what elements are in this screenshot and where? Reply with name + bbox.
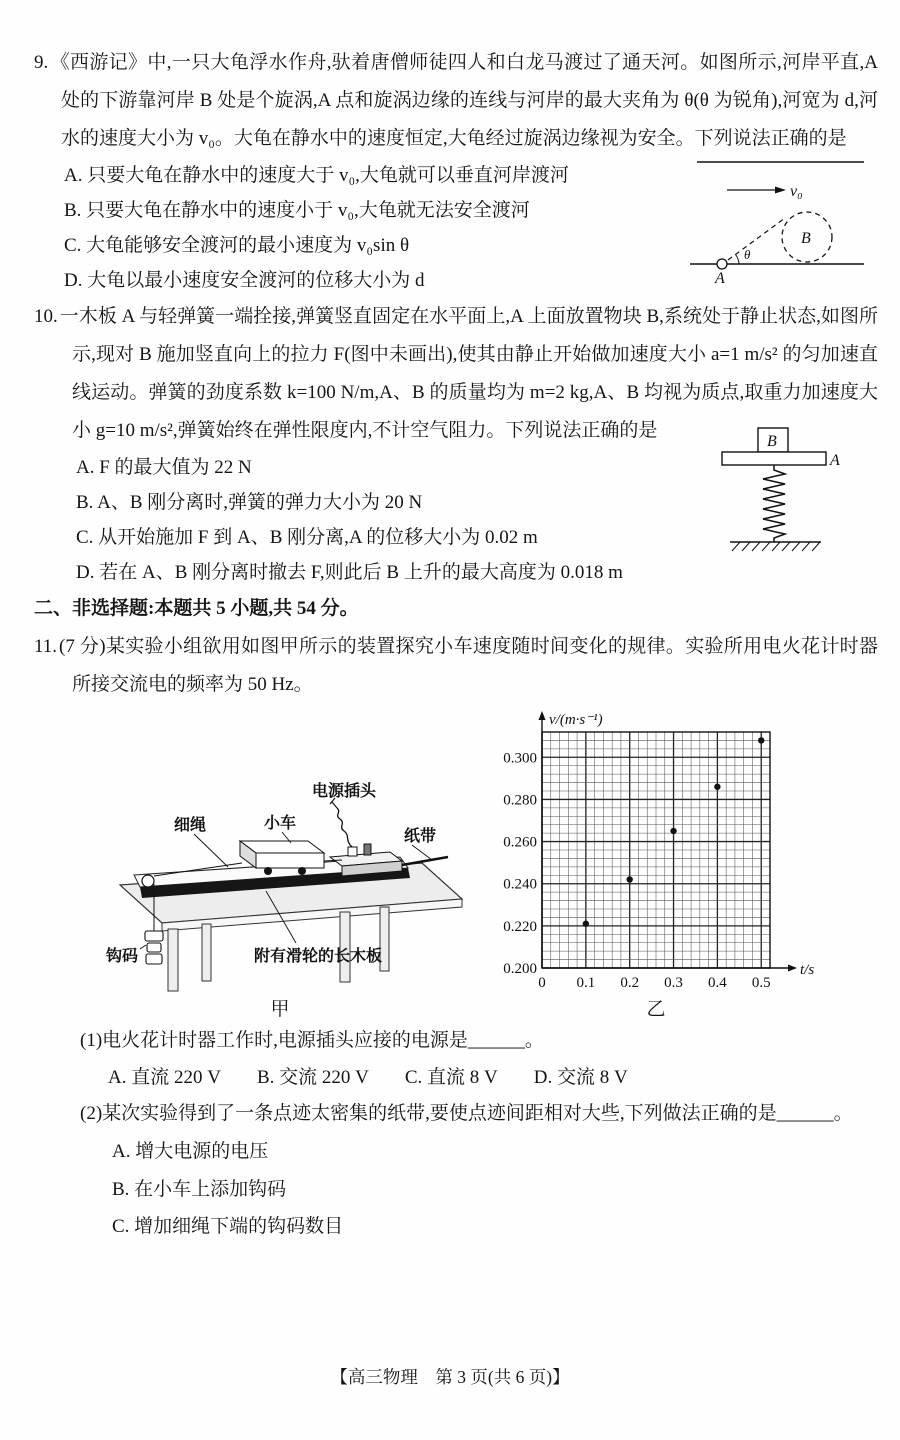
q10-option-b: B. A、B 刚分离时,弹簧的弹力大小为 20 N	[76, 492, 423, 513]
question-9-stem: 9. 《西游记》中,一只大龟浮水作舟,驮着唐僧师徒四人和白龙马渡过了通天河。如图所示,河岸平直,A 处的下游靠河岸 B 处是个旋涡,A 点和旋涡边缘的连线与河岸的最大夹角为 θ(θ 为锐角),河宽为 d,河水的速度大小为 v₀。大龟在静水中的速度恒定,大龟经过旋涡边缘视为安全。下列说法正确的是	[34, 52, 878, 149]
svg-text:0.3: 0.3	[664, 975, 683, 991]
svg-text:0: 0	[538, 975, 546, 991]
question-9-number: 9.	[34, 52, 49, 73]
pulley	[142, 875, 154, 887]
svg-text:t/s: t/s	[800, 962, 815, 978]
q10-option-a: A. F 的最大值为 22 N	[76, 457, 252, 478]
question-11-stem: 11. (7 分)某实验小组欲用如图甲所示的装置探究小车速度随时间变化的规律。实验所用电火花计时器所接交流电的频率为 50 Hz。	[34, 636, 878, 695]
page-footer: 【高三物理 第 3 页(共 6 页)】	[330, 1367, 570, 1387]
svg-text:0.5: 0.5	[751, 975, 771, 991]
current-arrowhead	[775, 187, 786, 194]
power-cord	[337, 808, 352, 847]
sub2-option-b: B. 在小车上添加钩码	[112, 1178, 287, 1200]
plug-label: 电源插头	[311, 783, 377, 800]
svg-text:v/(m·s⁻¹): v/(m·s⁻¹)	[549, 712, 603, 728]
point-a-circle	[717, 259, 727, 269]
sub2-text: (2)某次实验得到了一条点迹太密集的纸带,要使点迹间距相对大些,下列做法正确的是______。	[80, 1103, 853, 1124]
q9-option-a: A. 只要大龟在静水中的速度大于 v₀,大龟就可以垂直河岸渡河	[64, 165, 569, 186]
svg-text:0.220: 0.220	[503, 918, 537, 935]
svg-text:0.280: 0.280	[503, 792, 537, 809]
theta-arc	[736, 255, 740, 265]
point-a-label: A	[715, 270, 725, 287]
section-2-header: 二、非选择题:本题共 5 小题,共 54 分。	[34, 598, 359, 619]
theta-label: θ	[744, 247, 751, 262]
velocity-time-chart	[486, 708, 826, 996]
board-a-label: A	[830, 452, 840, 469]
svg-text:0.260: 0.260	[503, 834, 537, 851]
hanging-weights	[145, 931, 163, 964]
sub1-option-d: D. 交流 8 V	[533, 1067, 628, 1088]
question-10	[34, 298, 878, 590]
sub1-option-a: A. 直流 220 V	[108, 1067, 221, 1088]
question-9-options	[64, 158, 878, 298]
question-9	[34, 44, 878, 298]
tangent-dashed-line	[728, 218, 785, 260]
svg-text:0.240: 0.240	[503, 876, 537, 893]
q9-option-c: C. 大龟能够安全渡河的最小速度为 v₀sin θ	[64, 235, 410, 256]
q9-option-d: D. 大龟以最小速度安全渡河的位移大小为 d	[64, 270, 425, 291]
question-10-options	[76, 450, 878, 590]
svg-text:0.4: 0.4	[708, 975, 727, 991]
svg-text:0.200: 0.200	[503, 961, 537, 977]
q9-option-b: B. 只要大龟在静水中的速度小于 v₀,大龟就无法安全渡河	[64, 200, 530, 221]
graph-caption: 乙	[646, 999, 666, 1020]
table-leg	[168, 929, 178, 991]
question-11-figures	[90, 708, 878, 1022]
v0-label: v₀	[790, 183, 803, 200]
sub2-options	[112, 1133, 878, 1246]
q9-river-diagram	[682, 152, 872, 287]
graph-figure	[486, 708, 826, 1022]
svg-text:0.1: 0.1	[576, 975, 596, 991]
apparatus-figure	[90, 781, 470, 1022]
cart-label: 小车	[263, 815, 297, 832]
question-11-sub2	[80, 1095, 878, 1246]
table-leg	[340, 912, 350, 982]
question-11-sub1	[80, 1022, 878, 1095]
question-11-number: 11.	[34, 636, 58, 657]
sub2-option-a: A. 增大电源的电压	[112, 1141, 269, 1162]
sub2-option-c: C. 增加细绳下端的钩码数目	[112, 1216, 344, 1237]
block-b-label: B	[767, 433, 777, 450]
sub1-options	[108, 1060, 878, 1095]
apparatus-drawing	[90, 781, 470, 996]
board-label: 附有滑轮的长木板	[253, 948, 383, 965]
table-leg	[202, 924, 211, 981]
svg-text:0.2: 0.2	[620, 975, 640, 991]
question-10-number: 10.	[34, 306, 58, 327]
weights-label: 钩码	[105, 948, 139, 965]
tape-label: 纸带	[403, 828, 437, 845]
q10-option-d: D. 若在 A、B 刚分离时撤去 F,则此后 B 上升的最大高度为 0.018 m	[76, 562, 623, 583]
whirlpool-label: B	[801, 230, 811, 247]
paper-tape	[402, 857, 448, 865]
question-10-stem: 10. 一木板 A 与轻弹簧一端拴接,弹簧竖直固定在水平面上,A 上面放置物块 B,系统处于静止状态,如图所示,现对 B 施加竖直向上的拉力 F(图中未画出),使其由静止开始做加速度大小 a=1 m/s² 的匀加速直线运动。弹簧的劲度系数 k=100 N/m,A、B 的质量均为 m=2 kg,A、B 均视为质点,取重力加速度大小 g=10 m/s²,弹簧始终在弹性限度内,不计空气阻力。下列说法正确的是	[34, 306, 878, 441]
sub1-option-b: B. 交流 220 V	[256, 1067, 369, 1088]
sub1-option-c: C. 直流 8 V	[404, 1067, 498, 1088]
sub1-text: (1)电火花计时器工作时,电源插头应接的电源是______。	[80, 1030, 544, 1051]
question-11	[34, 628, 878, 1246]
apparatus-caption: 甲	[270, 999, 290, 1020]
string-label: 细绳	[173, 817, 207, 834]
svg-text:0.300: 0.300	[503, 750, 537, 767]
q10-option-c: C. 从开始施加 F 到 A、B 刚分离,A 的位移大小为 0.02 m	[76, 527, 538, 548]
